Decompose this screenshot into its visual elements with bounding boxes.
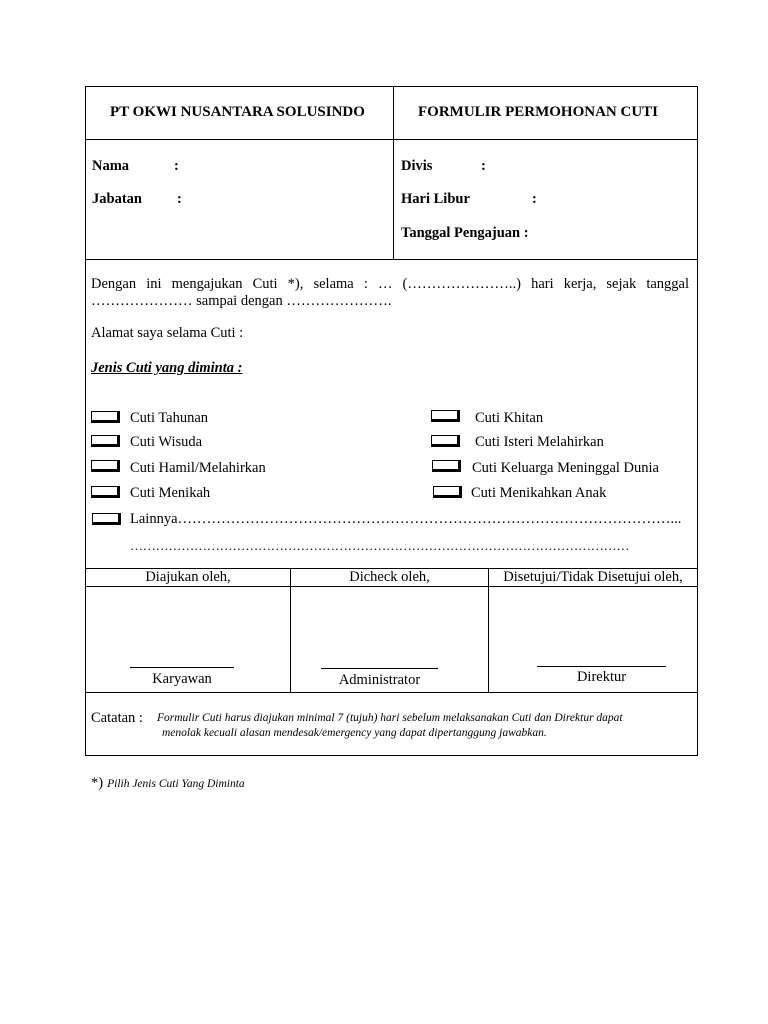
header-divider [393, 87, 394, 259]
header-bottom-border [86, 139, 697, 140]
footnote-text: Pilih Jenis Cuti Yang Diminta [107, 778, 245, 790]
checkbox-cuti-isteri-melahirkan[interactable] [431, 435, 460, 447]
leave-request-form [85, 86, 698, 756]
footnote [91, 774, 245, 792]
field-divisi-label: Divis [401, 158, 433, 174]
field-divisi-colon: : [481, 158, 486, 174]
signature-divider-1 [290, 568, 291, 692]
signature-header-diajukan: Diajukan oleh, [145, 569, 231, 585]
identity-bottom-border [86, 259, 697, 260]
signature-bottom-border [86, 692, 697, 693]
leave-types-title: Jenis Cuti yang diminta : [91, 360, 243, 376]
leave-statement: Dengan ini mengajukan Cuti *), selama : … (…………………..) hari kerja, sejak tanggal ………………… sampai dengan …………………. [91, 276, 689, 309]
notes-label: Catatan : [91, 710, 143, 726]
signature-divider-2 [488, 568, 489, 692]
field-tanggal-pengajuan-label: Tanggal Pengajuan : [401, 225, 529, 241]
address-label: Alamat saya selama Cuti : [91, 325, 244, 341]
signature-header-dicheck: Dicheck oleh, [349, 569, 430, 585]
checkbox-cuti-hamil[interactable] [91, 460, 120, 472]
form-title: FORMULIR PERMOHONAN CUTI [418, 104, 658, 120]
checkbox-cuti-wisuda[interactable] [91, 435, 120, 447]
signature-role-administrator: Administrator [338, 672, 421, 688]
leave-option-cuti-isteri-melahirkan: Cuti Isteri Melahirkan [475, 434, 604, 450]
footnote-mark: *) [91, 775, 104, 791]
leave-option-cuti-keluarga-meninggal: Cuti Keluarga Meninggal Dunia [472, 460, 659, 476]
field-hari-libur-colon: : [532, 191, 537, 207]
checkbox-cuti-tahunan[interactable] [91, 411, 120, 423]
field-nama-colon: : [174, 158, 179, 174]
leave-option-cuti-hamil: Cuti Hamil/Melahirkan [130, 460, 266, 476]
checkbox-lainnya[interactable] [92, 513, 121, 525]
signature-role-direktur: Direktur [576, 669, 627, 685]
signature-line-direktur [537, 666, 666, 667]
signature-header-border [86, 586, 697, 587]
leave-option-cuti-menikahkan-anak: Cuti Menikahkan Anak [471, 485, 607, 501]
notes-line-2: menolak kecuali alasan mendesak/emergency yang dapat dipertanggung jawabkan. [162, 727, 547, 739]
checkbox-cuti-khitan[interactable] [431, 410, 460, 422]
checkbox-cuti-menikah[interactable] [91, 486, 120, 498]
leave-option-cuti-tahunan: Cuti Tahunan [130, 410, 209, 426]
signature-line-administrator [321, 668, 438, 669]
signature-line-karyawan [130, 667, 234, 668]
checkbox-cuti-menikahkan-anak[interactable] [433, 486, 462, 498]
signature-role-karyawan: Karyawan [152, 671, 212, 687]
field-hari-libur-label: Hari Libur [401, 191, 470, 207]
notes-line-1: Formulir Cuti harus diajukan minimal 7 (tujuh) hari sebelum melaksanakan Cuti dan Direktur dapat [157, 712, 623, 724]
field-jabatan-label: Jabatan [92, 191, 142, 207]
leave-option-lainnya-continuation: ……………………………………………………………………………………………………… [130, 538, 630, 553]
signature-header-disetujui: Disetujui/Tidak Disetujui oleh, [503, 569, 683, 585]
checkbox-cuti-keluarga-meninggal[interactable] [432, 460, 461, 472]
leave-option-lainnya: Lainnya…………………………………………………………………………………………... [130, 511, 682, 527]
leave-option-cuti-menikah: Cuti Menikah [130, 485, 211, 501]
field-nama-label: Nama [92, 158, 130, 174]
leave-option-cuti-wisuda: Cuti Wisuda [130, 434, 203, 450]
company-name: PT OKWI NUSANTARA SOLUSINDO [110, 104, 365, 120]
field-jabatan-colon: : [177, 191, 182, 207]
leave-option-cuti-khitan: Cuti Khitan [475, 410, 544, 426]
